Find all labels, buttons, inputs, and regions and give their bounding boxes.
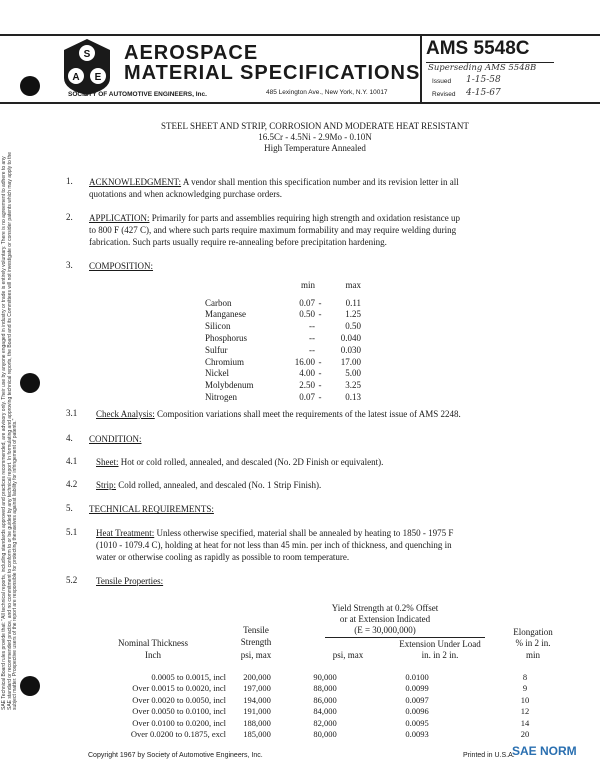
max-value: 3.25 (345, 380, 361, 391)
section-number: 4.2 (66, 479, 78, 489)
section-number: 1. (66, 176, 73, 186)
max-value: 0.030 (340, 344, 361, 355)
range-dash: - (318, 368, 322, 379)
revised-value: 4-15-67 (466, 88, 501, 98)
section-check-analysis (96, 408, 596, 421)
element-name: Silicon (205, 321, 231, 332)
elongation-cell: 20 (520, 729, 530, 740)
min-value: 2.50 (299, 380, 315, 391)
section-number: 3. (66, 260, 73, 270)
society-name: SOCIETY OF AUTOMOTIVE ENGINEERS, Inc. (68, 91, 207, 98)
thickness-header: Inch (145, 650, 161, 660)
min-value: -- (309, 344, 315, 355)
logo-letter: S (83, 49, 91, 60)
elongation-cell: 9 (522, 683, 528, 694)
thickness-cell: Over 0.0020 to 0.0050, incl (132, 694, 226, 705)
table-row (88, 706, 578, 718)
society-address: 485 Lexington Ave., New York, N.Y. 10017 (266, 89, 388, 96)
max-value: 0.040 (340, 333, 361, 344)
extension-cell: 0.0096 (405, 706, 429, 717)
section-text: Composition variations shall meet the requirements of the latest issue of AMS 2248. (157, 409, 461, 419)
section-number: 5.2 (66, 575, 78, 585)
tensile-cell: 200,000 (243, 671, 271, 682)
element-name: Molybdenum (205, 380, 254, 391)
min-value: 0.50 (299, 309, 315, 320)
section-text: fabrication. Such parts usually require re-annealing before precipitation hardening. (89, 237, 387, 247)
table-row (88, 729, 578, 741)
elongation-cell: 12 (520, 706, 530, 717)
watermark: SAE NORM (512, 744, 577, 758)
section-heading: Tensile Properties: (96, 576, 164, 586)
printed-notice: Printed in U.S.A. (463, 752, 515, 759)
table-row (88, 717, 578, 729)
section-heading: ACKNOWLEDGMENT: (89, 177, 182, 187)
issued-label: Issued (432, 78, 452, 85)
tensile-cell: 194,000 (243, 694, 271, 705)
range-dash: - (318, 392, 322, 403)
section-application (89, 212, 589, 225)
header-divider (420, 36, 422, 102)
yield-cell: 80,000 (313, 729, 337, 740)
header-title-line2: MATERIAL SPECIFICATIONS (124, 62, 421, 84)
extension-cell: 0.0097 (405, 694, 429, 705)
col-min: min (300, 279, 315, 290)
section-heading: Sheet: (96, 457, 119, 467)
range-dash: - (318, 297, 322, 308)
thickness-header: Nominal Thickness (117, 638, 189, 648)
section-text: Cold rolled, annealed, and descaled (No. 1 Strip Finish). (118, 480, 322, 490)
section-text: quotations and when acknowledging purchase orders. (89, 189, 282, 199)
extension-cell: 0.0093 (405, 729, 429, 740)
yield-cell: 88,000 (313, 683, 337, 694)
max-value: 0.50 (345, 321, 361, 332)
section-sheet (96, 456, 586, 469)
section-number: 5.1 (66, 527, 78, 537)
section-heading: TECHNICAL REQUIREMENTS: (89, 504, 214, 514)
header-bottom-rule (0, 102, 600, 104)
tensile-header: psi, max (240, 650, 272, 660)
revised-label: Revised (432, 91, 456, 98)
element-name: Sulfur (205, 344, 228, 355)
extension-cell: 0.0099 (405, 683, 429, 694)
section-heading: APPLICATION: (89, 213, 150, 223)
range-dash (315, 344, 325, 356)
thickness-cell: 0.0005 to 0.0015, incl (151, 671, 226, 682)
tensile-header-yield3: (E = 30,000,000) (354, 625, 416, 635)
section-heading: COMPOSITION: (89, 261, 154, 271)
min-value: 4.00 (299, 368, 315, 379)
section-text: Primarily for parts and assemblies requiring high strength and oxidation resistance up (151, 213, 460, 223)
table-row (205, 356, 361, 368)
section-number: 3.1 (66, 408, 78, 418)
min-value: -- (309, 321, 315, 332)
logo-letter: E (94, 72, 102, 83)
yield-cell: 84,000 (313, 706, 337, 717)
doc-title-line2: 16.5Cr - 4.5Ni - 2.9Mo - 0.10N (258, 132, 372, 142)
punch-hole (20, 76, 40, 96)
yield-cell: 90,000 (313, 671, 337, 682)
section-acknowledgment (89, 176, 589, 189)
superseding-value: AMS 5548B (485, 63, 537, 73)
punch-hole (20, 373, 40, 393)
element-name: Phosphorus (205, 333, 248, 344)
max-value: 5.00 (345, 368, 361, 379)
section-text: to 800 F (427 C), and where such parts require maximum formability and may require welding during (89, 225, 457, 235)
thickness-cell: Over 0.0050 to 0.0100, incl (132, 706, 226, 717)
table-row (88, 694, 578, 706)
tensile-cell: 185,000 (243, 729, 271, 740)
elongation-cell: 10 (520, 694, 530, 705)
tensile-header-yield2: or at Extension Indicated (339, 614, 431, 624)
range-dash: - (318, 380, 322, 391)
elongation-header: % in 2 in. (515, 638, 551, 648)
yield-cell: 82,000 (313, 717, 337, 728)
elongation-header: min (525, 650, 540, 660)
header-title-line1: AEROSPACE (124, 42, 259, 64)
table-row (205, 391, 361, 403)
yield-cell: 86,000 (313, 694, 337, 705)
logo-letter: A (72, 72, 80, 83)
section-text: water or otherwise cooling as rapidly as possible to room temperature. (96, 552, 350, 562)
section-strip (96, 479, 586, 492)
table-row (205, 379, 361, 391)
composition-table (205, 279, 361, 403)
elongation-cell: 8 (522, 671, 528, 682)
tensile-cell: 197,000 (243, 683, 271, 694)
max-value: 1.25 (345, 309, 361, 320)
max-value: 17.00 (340, 356, 361, 367)
table-row (88, 671, 578, 683)
table-row (205, 309, 361, 321)
element-name: Carbon (205, 297, 232, 308)
table-row (88, 683, 578, 695)
tensile-cell: 188,000 (243, 717, 271, 728)
tensile-table (88, 671, 578, 740)
tensile-header: Tensile (243, 625, 269, 635)
extension-header: in. in 2 in. (421, 650, 459, 660)
element-name: Nitrogen (205, 392, 237, 403)
element-name: Chromium (205, 356, 245, 367)
section-text: Unless otherwise specified, material shall be annealed by heating to 1850 - 1975 F (156, 528, 454, 538)
table-row (205, 368, 361, 380)
issued-value: 1-15-58 (466, 75, 501, 85)
section-text: Hot or cold rolled, annealed, and descaled (No. 2D Finish or equivalent). (120, 457, 384, 467)
range-dash (315, 332, 325, 344)
superseding-label: Superseding (428, 63, 483, 73)
section-number: 2. (66, 212, 73, 222)
table-row (205, 320, 361, 332)
col-max: max (345, 279, 361, 290)
max-value: 0.13 (345, 392, 361, 403)
section-number: 4.1 (66, 456, 78, 466)
thickness-cell: Over 0.0015 to 0.0020, incl (132, 683, 226, 694)
extension-cell: 0.0100 (405, 671, 429, 682)
top-rule (0, 34, 600, 36)
range-dash (315, 320, 325, 332)
min-value: 0.07 (299, 392, 315, 403)
extension-cell: 0.0095 (405, 717, 429, 728)
section-number: 4. (66, 433, 73, 443)
table-row (205, 332, 361, 344)
section-heading: CONDITION: (89, 434, 142, 444)
min-value: 16.00 (294, 356, 315, 367)
element-name: Nickel (205, 368, 229, 379)
section-heading: Strip: (96, 480, 117, 490)
min-value: -- (309, 333, 315, 344)
yield-psi-header: psi, max (332, 650, 364, 660)
section-text: A vendor shall mention this specification number and its revision letter in all (182, 177, 459, 187)
punch-hole (20, 676, 40, 696)
thickness-cell: Over 0.0100 to 0.0200, incl (132, 717, 226, 728)
elongation-cell: 14 (520, 717, 530, 728)
section-number: 5. (66, 503, 73, 513)
tensile-header-yield1: Yield Strength at 0.2% Offset (331, 603, 439, 613)
copyright-notice: Copyright 1967 by Society of Automotive Engineers, Inc. (88, 752, 263, 759)
elongation-header: Elongation (513, 627, 553, 637)
side-disclaimer: SAE Technical Board rules provide that: "All technical reports, including standards approved and practices recommended, are advisory only. Their use by anyone engaged in industry or trade is entirely voluntary. There is no agreement to adhere to any SAE standard or recommended practice, and no commitment to conform to or be guided by any technical report. In formulating and approving technical reports, the Board and its Committees will not investigate or consider patents which may apply to the subject matter. Prospective users of the report are responsible for protecting themselves against liability for infringement of patents." (1, 151, 18, 710)
spec-number: AMS 5548C (426, 38, 530, 59)
table-row (205, 297, 361, 309)
table-header-row (205, 279, 361, 291)
thickness-cell: Over 0.0200 to 0.1875, excl (130, 729, 226, 740)
element-name: Manganese (205, 309, 246, 320)
range-dash: - (318, 356, 322, 367)
tensile-header: Strength (240, 637, 272, 647)
max-value: 0.11 (345, 297, 361, 308)
min-value: 0.07 (299, 297, 315, 308)
tensile-cell: 191,000 (243, 706, 271, 717)
section-heading: Check Analysis: (96, 409, 155, 419)
range-dash: - (318, 309, 322, 320)
sae-logo (62, 38, 112, 96)
superseding (428, 63, 536, 73)
doc-title-line3: High Temperature Annealed (264, 143, 366, 153)
section-heat-treatment (96, 527, 590, 540)
extension-header: Extension Under Load (399, 639, 481, 649)
section-text: (1010 - 1079.4 C), holding at heat for not less than 45 min. per inch of thickness, and quenching in (96, 540, 452, 550)
section-heading: Heat Treatment: (96, 528, 155, 538)
doc-title-line1: STEEL SHEET AND STRIP, CORROSION AND MODERATE HEAT RESISTANT (161, 121, 469, 131)
table-row (205, 344, 361, 356)
